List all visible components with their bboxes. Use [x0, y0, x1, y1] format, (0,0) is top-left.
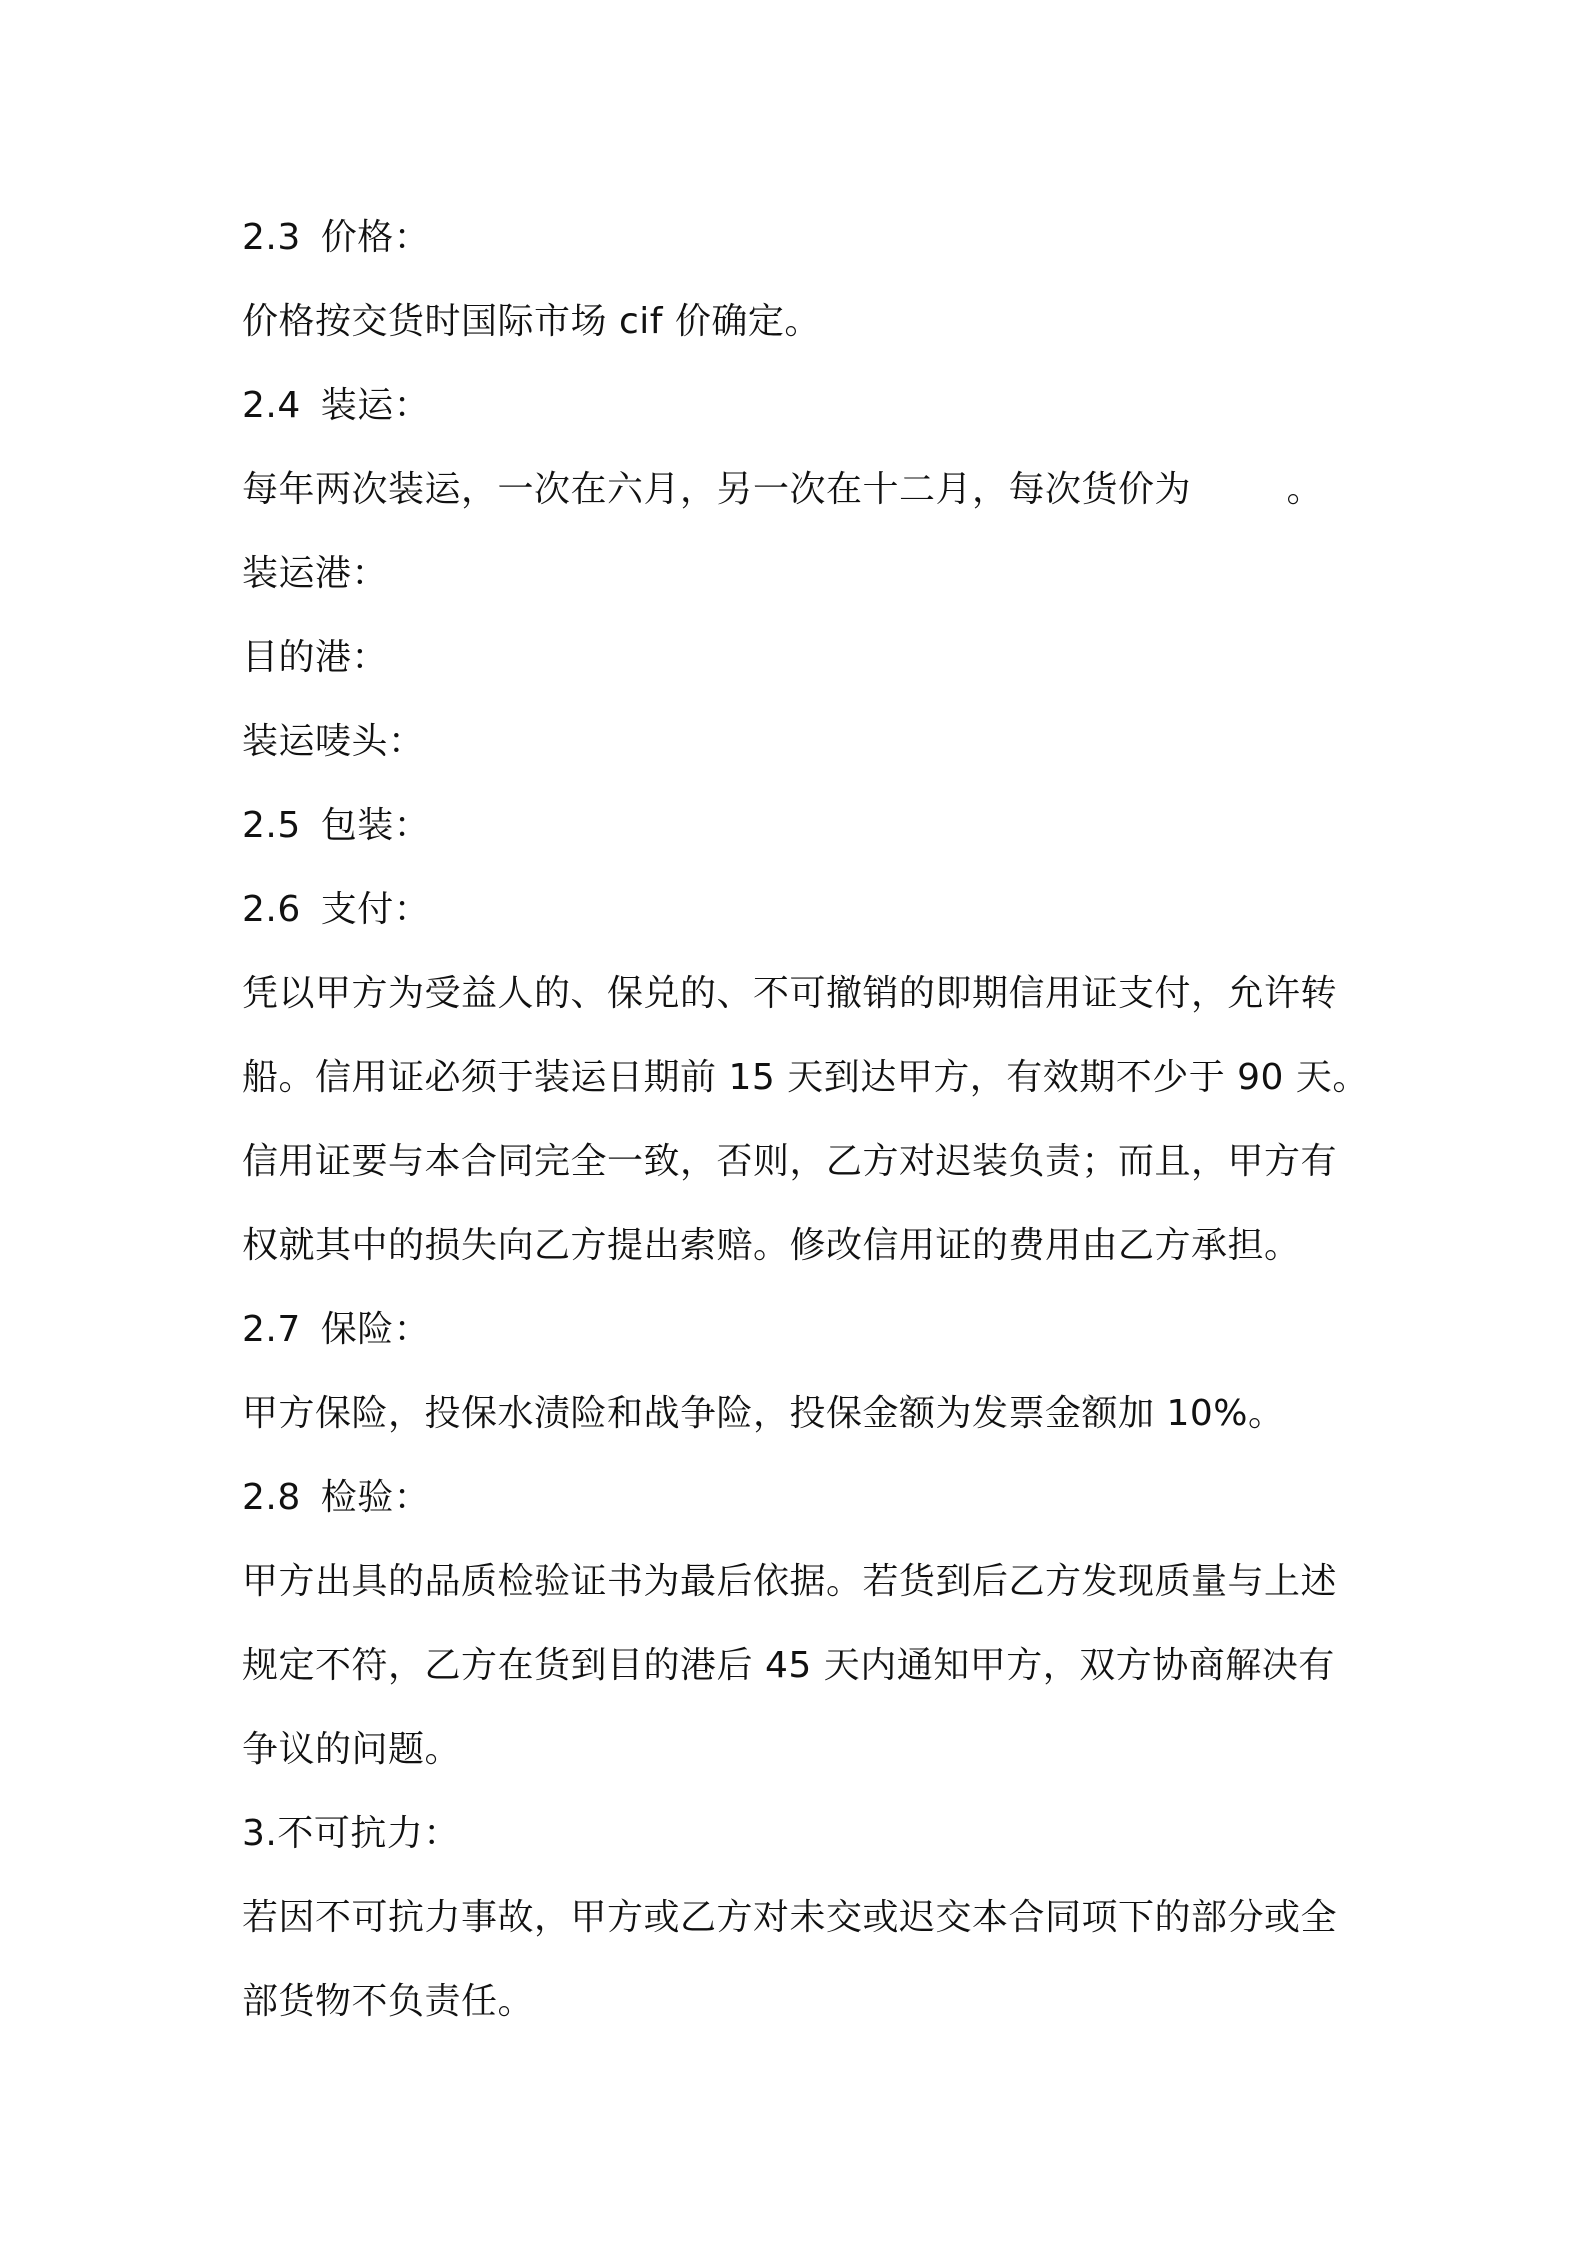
section-heading-inspection	[242, 1456, 1362, 1540]
field-port-of-destination: 目的港：	[242, 637, 389, 678]
paragraph-line: 争议的问题。	[242, 1729, 462, 1770]
section-title: 支付：	[320, 889, 431, 930]
section-title: 检验：	[320, 1477, 431, 1518]
section-heading-payment	[242, 868, 1362, 952]
section-number: 2.7	[242, 1309, 301, 1350]
section-heading-packing	[242, 784, 1362, 868]
section-number: 2.4	[242, 385, 301, 426]
paragraph-line: 凭以甲方为受益人的、保兑的、不可撤销的即期信用证支付，允许转	[242, 973, 1338, 1014]
paragraph-line: 若因不可抗力事故，甲方或乙方对未交或迟交本合同项下的部分或全	[242, 1897, 1338, 1938]
section-title: 价格：	[320, 217, 431, 258]
section-heading-price	[242, 196, 1362, 280]
section-number: 2.3	[242, 217, 301, 258]
section-number: 2.8	[242, 1477, 301, 1518]
section-title: 装运：	[320, 385, 431, 426]
section-heading-insurance	[242, 1288, 1362, 1372]
section-number: 2.6	[242, 889, 301, 930]
paragraph-line: 规定不符，乙方在货到目的港后 45 天内通知甲方，双方协商解决有	[242, 1645, 1335, 1686]
section-heading-force-majeure: 3.不可抗力：	[242, 1813, 460, 1854]
paragraph-line: 部货物不负责任。	[242, 1981, 535, 2022]
paragraph-line: 甲方保险，投保水渍险和战争险，投保金额为发票金额加 10%。	[242, 1393, 1285, 1434]
paragraph-line: 船。信用证必须于装运日期前 15 天到达甲方，有效期不少于 90 天。	[242, 1057, 1369, 1098]
section-title: 包装：	[320, 805, 431, 846]
paragraph-line: 甲方出具的品质检验证书为最后依据。若货到后乙方发现质量与上述	[242, 1561, 1338, 1602]
paragraph-line: 权就其中的损失向乙方提出索赔。修改信用证的费用由乙方承担。	[242, 1225, 1301, 1266]
field-port-of-shipment: 装运港：	[242, 553, 389, 594]
field-shipping-marks: 装运唛头：	[242, 721, 425, 762]
section-heading-shipment	[242, 364, 1362, 448]
section-number: 2.5	[242, 805, 301, 846]
section-title: 保险：	[320, 1309, 431, 1350]
paragraph-line: 每年两次装运，一次在六月，另一次在十二月，每次货价为 。	[242, 469, 1324, 510]
document-body	[242, 196, 1369, 2044]
paragraph-line: 信用证要与本合同完全一致，否则，乙方对迟装负责；而且，甲方有	[242, 1141, 1338, 1182]
paragraph-line: 价格按交货时国际市场 cif 价确定。	[242, 301, 821, 342]
